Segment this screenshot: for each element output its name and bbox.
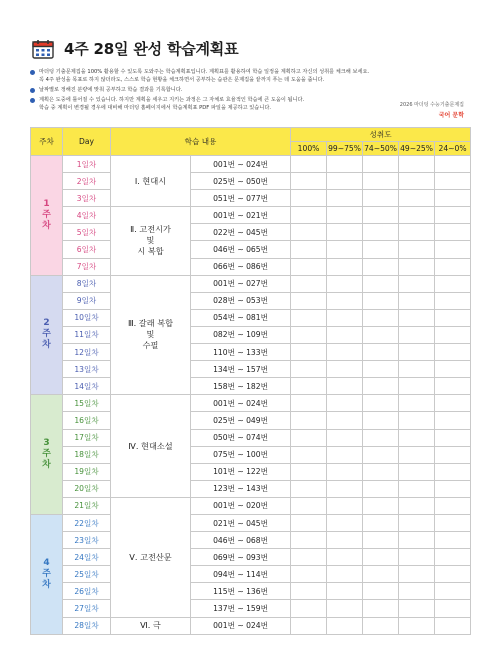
score-cell[interactable] <box>327 412 363 429</box>
score-cell[interactable] <box>435 224 471 241</box>
score-cell[interactable] <box>291 378 327 395</box>
score-cell[interactable] <box>363 549 399 566</box>
section-title <box>111 207 191 275</box>
score-cell[interactable] <box>399 497 435 514</box>
score-cell[interactable] <box>399 480 435 497</box>
table-row <box>31 446 471 463</box>
score-cell[interactable] <box>327 617 363 634</box>
score-cell[interactable] <box>327 497 363 514</box>
score-cell[interactable] <box>399 463 435 480</box>
week-label <box>31 395 63 515</box>
section-title <box>111 275 191 395</box>
bullet-dot-icon <box>30 88 35 93</box>
score-cell[interactable] <box>399 617 435 634</box>
score-cell[interactable] <box>399 224 435 241</box>
table-row <box>31 514 471 531</box>
day-label: 18일차 <box>63 446 111 463</box>
score-cell[interactable] <box>291 549 327 566</box>
score-cell[interactable] <box>363 224 399 241</box>
score-cell[interactable] <box>363 514 399 531</box>
question-range: 054번 ~ 081번 <box>191 309 291 326</box>
brand-subject: 국어 문학 <box>438 112 464 119</box>
question-range: 110번 ~ 133번 <box>191 344 291 361</box>
score-cell[interactable] <box>327 344 363 361</box>
question-range: 075번 ~ 100번 <box>191 446 291 463</box>
table-row <box>31 275 471 292</box>
week-label-char: 4 <box>43 557 50 568</box>
score-cell[interactable] <box>291 463 327 480</box>
section-title <box>111 395 191 498</box>
score-cell[interactable] <box>363 480 399 497</box>
question-range: 137번 ~ 159번 <box>191 600 291 617</box>
day-label: 23일차 <box>63 532 111 549</box>
question-range: 021번 ~ 045번 <box>191 514 291 531</box>
score-cell[interactable] <box>399 532 435 549</box>
score-cell[interactable] <box>327 326 363 343</box>
header-score: 성취도 <box>291 128 471 142</box>
score-cell[interactable] <box>327 275 363 292</box>
score-cell[interactable] <box>435 275 471 292</box>
day-label: 12일차 <box>63 344 111 361</box>
score-cell[interactable] <box>327 514 363 531</box>
score-cell[interactable] <box>291 361 327 378</box>
score-cell[interactable] <box>291 326 327 343</box>
question-range: 082번 ~ 109번 <box>191 326 291 343</box>
day-label: 11일차 <box>63 326 111 343</box>
score-cell[interactable] <box>399 344 435 361</box>
score-cell[interactable] <box>291 190 327 207</box>
score-cell[interactable] <box>435 156 471 173</box>
header-score-level: 100% <box>291 142 327 156</box>
day-label: 28일차 <box>63 617 111 634</box>
section-title-line: Ⅴ. 고전산문 <box>129 551 172 562</box>
score-cell[interactable] <box>399 566 435 583</box>
section-title-line: Ⅰ. 현대시 <box>134 175 167 186</box>
day-label: 15일차 <box>63 395 111 412</box>
score-cell[interactable] <box>435 583 471 600</box>
score-cell[interactable] <box>399 309 435 326</box>
score-cell[interactable] <box>327 173 363 190</box>
score-cell[interactable] <box>327 361 363 378</box>
instruction-text: 마더텅 기출문제집을 100% 활용할 수 있도록 도와주는 학습계획표입니다. 계획표를 활용하여 학습 일정을 계획하고 자신의 성취를 체크해 보세요. <box>39 69 370 75</box>
day-label: 14일차 <box>63 378 111 395</box>
question-range: 022번 ~ 045번 <box>191 224 291 241</box>
calendar-icon <box>32 39 54 59</box>
score-cell[interactable] <box>291 309 327 326</box>
day-label: 4일차 <box>63 207 111 224</box>
score-cell[interactable] <box>435 190 471 207</box>
day-label: 2일차 <box>63 173 111 190</box>
score-cell[interactable] <box>435 429 471 446</box>
score-cell[interactable] <box>435 326 471 343</box>
table-row <box>31 600 471 617</box>
score-cell[interactable] <box>291 480 327 497</box>
score-cell[interactable] <box>435 309 471 326</box>
score-cell[interactable] <box>435 207 471 224</box>
question-range: 050번 ~ 074번 <box>191 429 291 446</box>
score-cell[interactable] <box>363 617 399 634</box>
score-cell[interactable] <box>435 600 471 617</box>
question-range: 001번 ~ 020번 <box>191 497 291 514</box>
day-label: 16일차 <box>63 412 111 429</box>
day-label: 27일차 <box>63 600 111 617</box>
score-cell[interactable] <box>435 344 471 361</box>
day-label: 25일차 <box>63 566 111 583</box>
score-cell[interactable] <box>363 173 399 190</box>
header-day: Day <box>63 128 111 156</box>
instruction-text: 날짜별로 정해진 분량에 맞춰 공부하고 학습 결과를 기록합니다. <box>39 87 183 93</box>
instruction-text: 꼭 4주 완성을 목표로 하지 않더라도, 스스로 학습 현황을 체크하면서 공부하는 습관은 문제집을 끝까지 푸는 데 도움을 줍니다. <box>39 77 325 83</box>
header-score-level: 74~50% <box>363 142 399 156</box>
brand-subtitle: 2026 마더텅 수능기출문제집 <box>399 102 464 108</box>
question-range: 001번 ~ 021번 <box>191 207 291 224</box>
table-row <box>31 156 471 173</box>
bullet-dot-icon <box>30 70 35 75</box>
score-cell[interactable] <box>435 258 471 275</box>
section-title <box>111 617 191 634</box>
score-cell[interactable] <box>435 395 471 412</box>
header-score-level: 99~75% <box>327 142 363 156</box>
score-cell[interactable] <box>327 207 363 224</box>
score-cell[interactable] <box>291 446 327 463</box>
week-label-char: 주 <box>42 449 51 460</box>
score-cell[interactable] <box>291 156 327 173</box>
score-cell[interactable] <box>435 549 471 566</box>
week-label-char: 주 <box>42 209 51 220</box>
score-cell[interactable] <box>399 446 435 463</box>
question-range: 046번 ~ 068번 <box>191 532 291 549</box>
score-cell[interactable] <box>363 258 399 275</box>
section-title-line: 및 <box>146 235 155 246</box>
score-cell[interactable] <box>327 224 363 241</box>
header-content: 학습 내용 <box>111 128 291 156</box>
section-title <box>111 497 191 617</box>
day-label: 5일차 <box>63 224 111 241</box>
score-cell[interactable] <box>327 600 363 617</box>
score-cell[interactable] <box>363 446 399 463</box>
score-cell[interactable] <box>291 412 327 429</box>
day-label: 19일차 <box>63 463 111 480</box>
score-cell[interactable] <box>363 463 399 480</box>
score-cell[interactable] <box>327 190 363 207</box>
score-cell[interactable] <box>363 309 399 326</box>
score-cell[interactable] <box>363 156 399 173</box>
score-cell[interactable] <box>435 241 471 258</box>
score-cell[interactable] <box>435 361 471 378</box>
score-cell[interactable] <box>435 412 471 429</box>
day-label: 26일차 <box>63 583 111 600</box>
table-row <box>31 344 471 361</box>
score-cell[interactable] <box>327 566 363 583</box>
score-cell[interactable] <box>363 600 399 617</box>
score-cell[interactable] <box>327 241 363 258</box>
score-cell[interactable] <box>363 532 399 549</box>
day-label: 21일차 <box>63 497 111 514</box>
score-cell[interactable] <box>291 344 327 361</box>
table-row <box>31 497 471 514</box>
score-cell[interactable] <box>327 549 363 566</box>
week-label-char: 1 <box>43 198 50 209</box>
instruction-item <box>30 86 470 94</box>
score-cell[interactable] <box>399 207 435 224</box>
score-cell[interactable] <box>399 514 435 531</box>
section-title-line: Ⅱ. 고전시가 <box>130 224 171 235</box>
score-cell[interactable] <box>399 395 435 412</box>
score-cell[interactable] <box>363 412 399 429</box>
score-cell[interactable] <box>435 173 471 190</box>
table-row <box>31 173 471 190</box>
score-cell[interactable] <box>435 532 471 549</box>
score-cell[interactable] <box>291 258 327 275</box>
day-label: 10일차 <box>63 309 111 326</box>
section-title-line: Ⅵ. 극 <box>140 620 161 631</box>
page-header <box>32 38 238 59</box>
bullet-dot-icon <box>30 98 35 103</box>
table-row <box>31 412 471 429</box>
section-title-line: 수필 <box>142 340 159 351</box>
score-cell[interactable] <box>399 156 435 173</box>
week-label <box>31 275 63 395</box>
score-cell[interactable] <box>435 446 471 463</box>
question-range: 025번 ~ 049번 <box>191 412 291 429</box>
table-row <box>31 463 471 480</box>
instruction-item <box>30 68 470 84</box>
score-cell[interactable] <box>327 532 363 549</box>
section-title-line: Ⅲ. 갈래 복합 <box>127 318 174 329</box>
table-row <box>31 361 471 378</box>
week-label-char: 차 <box>42 340 51 351</box>
week-label-char: 주 <box>42 568 51 579</box>
score-cell[interactable] <box>363 326 399 343</box>
table-row <box>31 326 471 343</box>
table-row <box>31 241 471 258</box>
score-cell[interactable] <box>327 378 363 395</box>
question-range: 158번 ~ 182번 <box>191 378 291 395</box>
score-cell[interactable] <box>435 566 471 583</box>
score-cell[interactable] <box>399 549 435 566</box>
week-label-char: 차 <box>42 579 51 590</box>
week-label-char: 3 <box>43 438 50 449</box>
score-cell[interactable] <box>363 207 399 224</box>
score-cell[interactable] <box>399 583 435 600</box>
day-label: 24일차 <box>63 549 111 566</box>
day-label: 7일차 <box>63 258 111 275</box>
score-cell[interactable] <box>399 292 435 309</box>
brand-label <box>400 101 464 119</box>
score-cell[interactable] <box>363 497 399 514</box>
question-range: 028번 ~ 053번 <box>191 292 291 309</box>
section-title-line: 시 복합 <box>137 246 164 257</box>
score-cell[interactable] <box>399 412 435 429</box>
day-label: 3일차 <box>63 190 111 207</box>
score-cell[interactable] <box>291 224 327 241</box>
day-label: 20일차 <box>63 480 111 497</box>
table-row <box>31 549 471 566</box>
day-label: 6일차 <box>63 241 111 258</box>
header-score-level: 49~25% <box>399 142 435 156</box>
score-cell[interactable] <box>363 583 399 600</box>
score-cell[interactable] <box>291 395 327 412</box>
score-cell[interactable] <box>291 292 327 309</box>
score-cell[interactable] <box>291 566 327 583</box>
score-cell[interactable] <box>327 258 363 275</box>
score-cell[interactable] <box>435 497 471 514</box>
page-title: 4주 28일 완성 학습계획표 <box>64 40 239 58</box>
score-cell[interactable] <box>435 292 471 309</box>
score-cell[interactable] <box>435 463 471 480</box>
table-row <box>31 429 471 446</box>
score-cell[interactable] <box>291 241 327 258</box>
question-range: 123번 ~ 143번 <box>191 480 291 497</box>
score-cell[interactable] <box>327 429 363 446</box>
score-cell[interactable] <box>399 275 435 292</box>
day-label: 8일차 <box>63 275 111 292</box>
table-row <box>31 258 471 275</box>
score-cell[interactable] <box>435 378 471 395</box>
day-label: 1일차 <box>63 156 111 173</box>
score-cell[interactable] <box>363 292 399 309</box>
day-label: 17일차 <box>63 429 111 446</box>
table-row <box>31 190 471 207</box>
question-range: 001번 ~ 024번 <box>191 617 291 634</box>
score-cell[interactable] <box>363 395 399 412</box>
question-range: 001번 ~ 024번 <box>191 156 291 173</box>
score-cell[interactable] <box>291 429 327 446</box>
score-cell[interactable] <box>327 446 363 463</box>
week-label <box>31 514 63 634</box>
question-range: 001번 ~ 024번 <box>191 395 291 412</box>
table-row <box>31 532 471 549</box>
score-cell[interactable] <box>327 156 363 173</box>
question-range: 066번 ~ 086번 <box>191 258 291 275</box>
table-row <box>31 617 471 634</box>
header-week: 주차 <box>31 128 63 156</box>
day-label: 13일차 <box>63 361 111 378</box>
score-cell[interactable] <box>399 326 435 343</box>
week-label <box>31 156 63 276</box>
score-cell[interactable] <box>363 566 399 583</box>
score-cell[interactable] <box>291 532 327 549</box>
week-label-char: 2 <box>43 318 50 329</box>
score-cell[interactable] <box>363 241 399 258</box>
study-plan-table <box>30 127 471 635</box>
score-cell[interactable] <box>327 292 363 309</box>
table-row <box>31 292 471 309</box>
instruction-text: 계획은 도중에 틀어질 수 있습니다. 하지만 계획을 세우고 지키는 과정은 그 자체로 효율적인 학습에 큰 도움이 됩니다. <box>39 97 305 103</box>
section-title <box>111 156 191 207</box>
table-row <box>31 395 471 412</box>
score-cell[interactable] <box>399 600 435 617</box>
score-cell[interactable] <box>363 361 399 378</box>
score-cell[interactable] <box>363 429 399 446</box>
score-cell[interactable] <box>363 344 399 361</box>
score-cell[interactable] <box>291 583 327 600</box>
week-label-char: 주 <box>42 329 51 340</box>
score-cell[interactable] <box>327 583 363 600</box>
section-title-line: Ⅳ. 현대소설 <box>128 440 173 451</box>
score-cell[interactable] <box>327 463 363 480</box>
score-cell[interactable] <box>399 241 435 258</box>
week-label-char: 차 <box>42 220 51 231</box>
score-cell[interactable] <box>399 361 435 378</box>
score-cell[interactable] <box>327 480 363 497</box>
table-row <box>31 583 471 600</box>
score-cell[interactable] <box>291 600 327 617</box>
question-range: 115번 ~ 136번 <box>191 583 291 600</box>
table-row <box>31 480 471 497</box>
table-row <box>31 224 471 241</box>
header-score-level: 24~0% <box>435 142 471 156</box>
question-range: 001번 ~ 027번 <box>191 275 291 292</box>
week-label-char: 차 <box>42 460 51 471</box>
score-cell[interactable] <box>291 207 327 224</box>
table-row <box>31 309 471 326</box>
question-range: 101번 ~ 122번 <box>191 463 291 480</box>
question-range: 094번 ~ 114번 <box>191 566 291 583</box>
score-cell[interactable] <box>399 378 435 395</box>
score-cell[interactable] <box>363 275 399 292</box>
score-cell[interactable] <box>435 514 471 531</box>
score-cell[interactable] <box>327 395 363 412</box>
instruction-text: 학습 중 계획이 변경될 경우에 대비해 마더텅 홈페이지에서 학습계획표 PDF 파일을 제공하고 있습니다. <box>39 105 271 111</box>
score-cell[interactable] <box>399 190 435 207</box>
question-range: 046번 ~ 065번 <box>191 241 291 258</box>
day-label: 9일차 <box>63 292 111 309</box>
score-cell[interactable] <box>291 497 327 514</box>
score-cell[interactable] <box>291 514 327 531</box>
score-cell[interactable] <box>399 429 435 446</box>
section-title-line: 및 <box>146 329 155 340</box>
table-row <box>31 378 471 395</box>
score-cell[interactable] <box>399 173 435 190</box>
table-row <box>31 566 471 583</box>
question-range: 069번 ~ 093번 <box>191 549 291 566</box>
question-range: 051번 ~ 077번 <box>191 190 291 207</box>
question-range: 025번 ~ 050번 <box>191 173 291 190</box>
score-cell[interactable] <box>363 190 399 207</box>
table-row <box>31 207 471 224</box>
question-range: 134번 ~ 157번 <box>191 361 291 378</box>
score-cell[interactable] <box>327 309 363 326</box>
score-cell[interactable] <box>435 617 471 634</box>
day-label: 22일차 <box>63 514 111 531</box>
score-cell[interactable] <box>399 258 435 275</box>
score-cell[interactable] <box>291 617 327 634</box>
score-cell[interactable] <box>291 173 327 190</box>
score-cell[interactable] <box>291 275 327 292</box>
score-cell[interactable] <box>435 480 471 497</box>
score-cell[interactable] <box>363 378 399 395</box>
